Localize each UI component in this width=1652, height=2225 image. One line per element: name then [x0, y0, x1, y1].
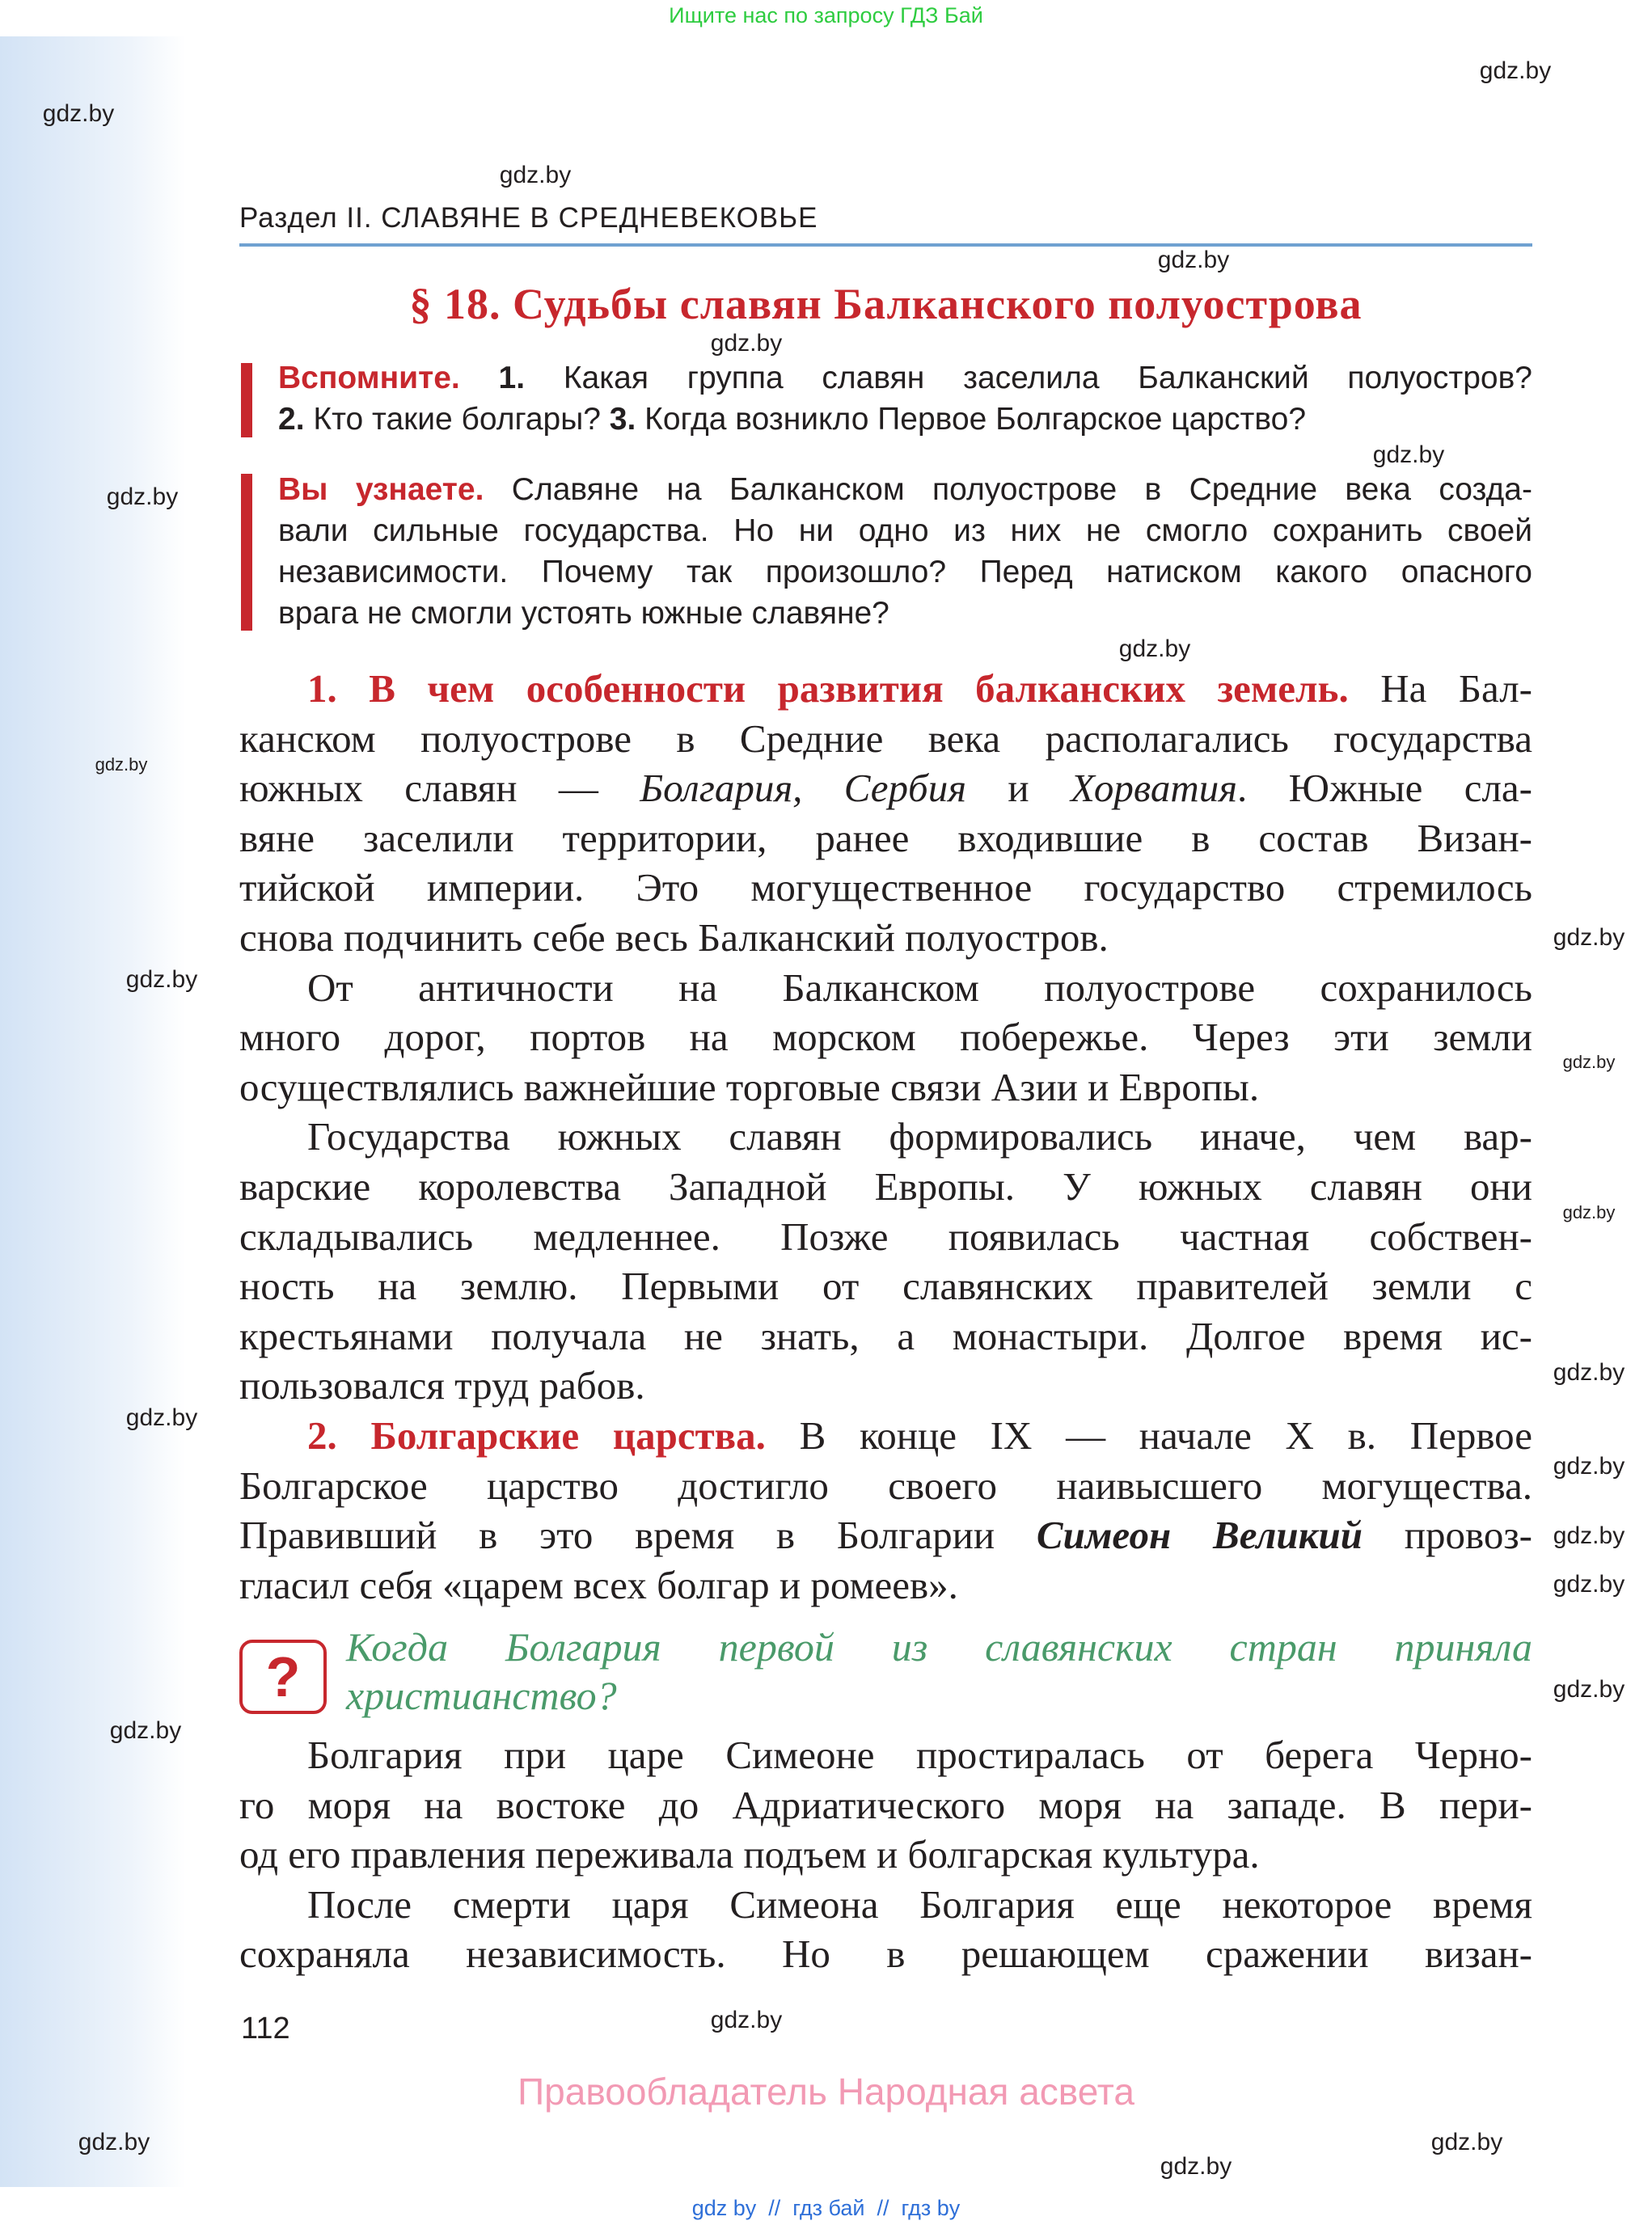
text-line: [278, 399, 1532, 440]
text-span: вяне заселили территории, ранее входившие в состав Визан-: [239, 815, 1532, 860]
paragraph-line: [239, 764, 1532, 813]
text-span: Кто такие болгары?: [304, 402, 610, 437]
watermark: gdz.by: [1562, 1202, 1616, 1222]
paragraph-line: [239, 1163, 1532, 1211]
watermark: gdz.by: [1553, 924, 1625, 951]
watermark: gdz.by: [1562, 1052, 1616, 1072]
text-line: [278, 552, 1532, 593]
text-span: осуществлялись важнейшие торговые связи Азии и Европы.: [239, 1064, 1260, 1109]
text-line: [278, 358, 1532, 399]
text-span: На Бал-: [1348, 666, 1532, 711]
text-line: [278, 593, 1532, 634]
paragraph-line: [239, 1362, 1532, 1410]
text-span: В конце IX — начале X в. Первое: [765, 1413, 1532, 1458]
rights-holder: Правообладатель Народная асвета: [518, 2071, 1134, 2113]
text-span: од его правления переживала подъем и болгарская культура.: [239, 1832, 1260, 1877]
watermark: gdz.by: [1118, 635, 1191, 662]
paragraph-line: [239, 1511, 1532, 1560]
section-heading: 2. Болгарские царства.: [307, 1413, 766, 1458]
text-span: складывались медленнее. Позже появилась частная собствен-: [239, 1214, 1532, 1259]
paragraph-line: [239, 1781, 1532, 1830]
text-span: Болгария, Сербия: [640, 766, 966, 811]
watermark: gdz.by: [1430, 2129, 1503, 2155]
text-span: гласил себя «царем всех болгар и ромеев».: [239, 1562, 958, 1607]
paragraph-line: [239, 1561, 1532, 1610]
text-span: От античности на Балканском полуострове сохранилось: [307, 965, 1532, 1010]
text-span: тийской империи. Это могущественное государство стремилось: [239, 865, 1532, 910]
watermark: gdz.by: [1479, 57, 1552, 84]
watermark: gdz.by: [95, 754, 148, 775]
watermark: gdz.by: [78, 2129, 150, 2155]
paragraph-line: [239, 665, 1532, 713]
paragraph-line: [239, 715, 1532, 763]
paragraph-line: [239, 1731, 1532, 1780]
text-span: и: [965, 766, 1071, 811]
text-span: . Южные сла-: [1237, 766, 1532, 811]
watermark: gdz.by: [1160, 2153, 1232, 2180]
text-span: 3.: [609, 402, 636, 437]
text-span: Болгария при царе Симеоне простиралась от берега Черно-: [307, 1733, 1532, 1777]
text-span: варские королевства Западной Европы. У южных славян они: [239, 1164, 1532, 1209]
watermark: gdz.by: [1553, 1676, 1625, 1703]
watermark: gdz.by: [710, 2007, 783, 2033]
text-span: После смерти царя Симеона Болгария еще некоторое время: [307, 1881, 1532, 1927]
paragraph-line: [239, 1881, 1532, 1929]
text-span: сохраняла независимость. Но в решающем сражении визан-: [239, 1932, 1532, 1977]
paragraph-line: [239, 1063, 1532, 1112]
paragraph-line: [239, 863, 1532, 912]
watermark: gdz.by: [125, 966, 198, 993]
text-line: [278, 511, 1532, 551]
page-title: § 18. Судьбы славян Балканского полуострова: [409, 280, 1363, 328]
paragraph-line: [239, 1930, 1532, 1978]
page-number: 112: [241, 2012, 290, 2046]
text-span: крестьянами получала не знать, а монастыри. Долгое время ис-: [239, 1313, 1532, 1358]
watermark: gdz.by: [1372, 441, 1445, 468]
watermark: gdz.by: [499, 162, 572, 188]
search-hint: Ищите нас по запросу ГДЗ Бай: [669, 3, 983, 27]
watermark: gdz.by: [1553, 1453, 1625, 1480]
remember-bar: [241, 363, 252, 437]
watermark: gdz.by: [125, 1404, 198, 1431]
paragraph-line: [239, 1013, 1532, 1062]
paragraph-line: [239, 814, 1532, 863]
watermark: gdz.by: [106, 483, 179, 510]
text-line: [278, 470, 1532, 510]
left-margin-band: [0, 36, 186, 2187]
paragraph-line: [239, 1262, 1532, 1311]
paragraph-line: [239, 914, 1532, 962]
text-span: пользовался труд рабов.: [239, 1363, 645, 1408]
text-span: 1.: [498, 361, 526, 395]
watermark: gdz.by: [1553, 1359, 1625, 1386]
text-span: 2.: [278, 402, 305, 437]
watermark: gdz.by: [1553, 1571, 1625, 1598]
section-heading: 1. В чем особенности развития балканских земель.: [307, 666, 1349, 711]
block-label: Вы узнаете.: [278, 472, 484, 507]
watermark: gdz.by: [710, 330, 783, 357]
footer-links[interactable]: gdz by // гдз бай // гдз by: [691, 2196, 961, 2220]
text-span: канском полуострове в Средние века располагались государства: [239, 716, 1532, 761]
paragraph-line: [239, 1830, 1532, 1879]
text-span: [460, 361, 499, 395]
learn-bar: [241, 474, 252, 631]
text-span: Хорватия: [1070, 766, 1238, 811]
text-span: Правивший в это время в Болгарии: [239, 1513, 1037, 1558]
text-span: независимости. Почему так произошло? Перед натиском какого опасного: [278, 555, 1532, 589]
text-span: Государства южных славян формировались иначе, чем вар-: [307, 1114, 1532, 1159]
block-label: Вспомните.: [278, 361, 460, 395]
question-mark-icon: ?: [239, 1640, 327, 1714]
question-text: христианство?: [346, 1673, 617, 1718]
paragraph-line: [239, 1213, 1532, 1261]
text-span: Когда возникло Первое Болгарское царство?: [636, 402, 1307, 437]
watermark: gdz.by: [42, 100, 115, 127]
watermark: gdz.by: [1157, 247, 1230, 273]
text-span: южных славян —: [239, 766, 640, 811]
section-header: Раздел II. СЛАВЯНЕ В СРЕДНЕВЕКОВЬЕ: [239, 202, 818, 234]
text-span: ность на землю. Первыми от славянских правителей земли с: [239, 1264, 1532, 1309]
text-span: Болгарское царство достигло своего наивысшего могущества.: [239, 1463, 1532, 1508]
paragraph-line: [239, 1312, 1532, 1361]
text-span: Славяне на Балканском полуострове в Средние века созда-: [484, 472, 1532, 507]
text-span: провоз-: [1362, 1513, 1532, 1558]
text-span: Какая группа славян заселила Балканский полуостров?: [525, 361, 1532, 395]
paragraph-line: [239, 1462, 1532, 1510]
question-text: Когда Болгария первой из славянских стран приняла: [346, 1624, 1532, 1670]
watermark: gdz.by: [109, 1717, 182, 1744]
text-span: вали сильные государства. Но ни одно из них не смогло сохранить своей: [278, 513, 1532, 548]
paragraph-line: [239, 964, 1532, 1012]
watermark: gdz.by: [1553, 1522, 1625, 1549]
text-span: врага не смогли устоять южные славяне?: [278, 596, 889, 631]
text-span: го моря на востоке до Адриатического моря на западе. В пери-: [239, 1782, 1532, 1827]
paragraph-line: [239, 1412, 1532, 1460]
text-span: много дорог, портов на морском побережье. Через эти земли: [239, 1015, 1532, 1060]
header-divider: [239, 243, 1532, 247]
text-span: Симеон Великий: [1036, 1513, 1363, 1558]
text-span: снова подчинить себе весь Балканский полуостров.: [239, 915, 1109, 960]
paragraph-line: [239, 1112, 1532, 1161]
